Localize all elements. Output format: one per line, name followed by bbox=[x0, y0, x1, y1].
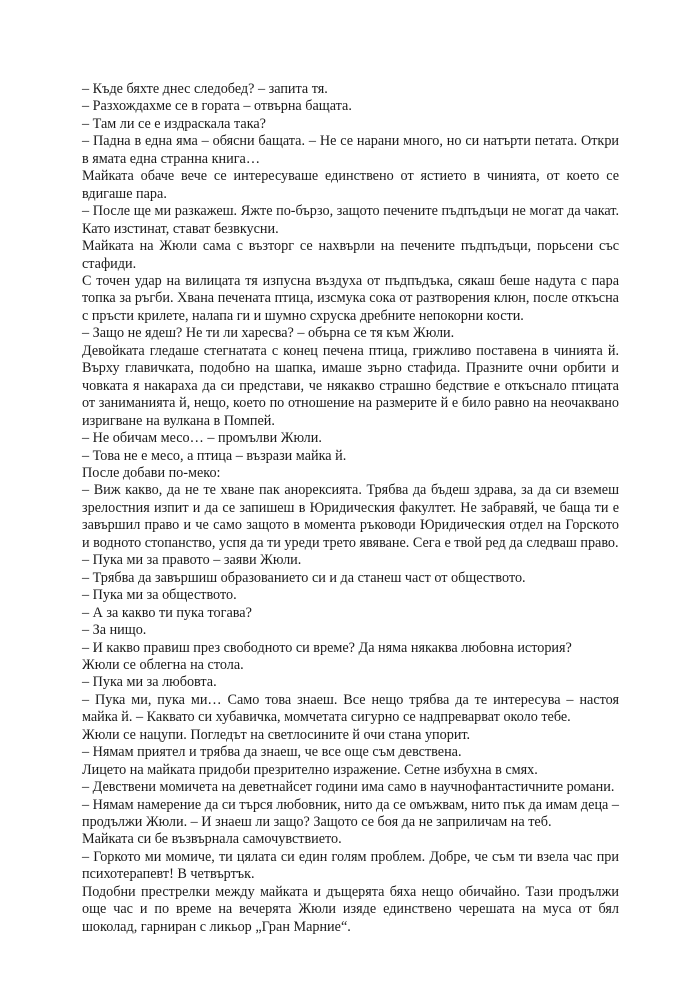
paragraph: Жюли се нацупи. Погледът на светлосините й очи стана упорит. bbox=[82, 726, 471, 743]
paragraph: – Пука ми за обществото. bbox=[82, 587, 237, 604]
paragraph: Майката си бе възвърнала самочувствието. bbox=[82, 831, 342, 848]
paragraph: Подобни престрелки между майката и дъщерята бяха нещо обичайно. Тази продължи още час и по време на вечерята Жюли изяде единствено черешата на муса от бял шоколад, гарниран с ликьор „Гран Марние“. bbox=[82, 883, 619, 935]
paragraph: – После ще ми разкажеш. Яжте по-бързо, защото печените пъдпъдъци не могат да чакат. Като изстинат, стават безвкусни. bbox=[82, 203, 619, 237]
paragraph: – Защо не ядеш? Не ти ли харесва? – обърна се тя към Жюли. bbox=[82, 325, 455, 342]
paragraph: – А за какво ти пука тогава? bbox=[82, 604, 252, 621]
paragraph: – Падна в една яма – обясни бащата. – Не се нарани много, но си натърти петата. Откри в ямата една странна книга… bbox=[82, 133, 619, 167]
paragraph: Майката на Жюли сама с възторг се нахвърли на печените пъдпъдъци, порьсени със стафиди. bbox=[82, 238, 619, 272]
paragraph: – Пука ми, пука ми… Само това знаеш. Все нещо трябва да те интересува – настоя майка й. – Каквато си хубавичка, момчетата сигурно се надпреварват около тебе. bbox=[82, 691, 619, 726]
paragraph: – Нямам намерение да си търся любовник, нито да се омъжвам, нито пък да имам деца – продължи Жюли. – И знаеш ли защо? Защото се боя да не заприличам на теб. bbox=[82, 796, 619, 831]
paragraph: – Пука ми за правото – заяви Жюли. bbox=[82, 552, 302, 569]
paragraph: – Нямам приятел и трябва да знаеш, че все още съм девствена. bbox=[82, 744, 462, 761]
paragraph: – Виж какво, да не те хване пак анорексията. Трябва да бъдеш здрава, за да си вземеш зрелостния изпит и да се запишеш в Юридическия факултет. Не забравяй, че баща ти е завършил право и че само защото в момента ръководи Юридическия отдел на Горското и водното стопанство, успя да ти уреди трето явяване. Сега е твой ред да следваш право. bbox=[82, 482, 619, 551]
document-page bbox=[82, 81, 619, 936]
paragraph: – Това не е месо, а птица – възрази майка й. bbox=[82, 447, 347, 464]
paragraph: – Девствени момичета на деветнайсет години има само в научнофантастичните романи. bbox=[82, 779, 615, 796]
paragraph: – Разхождахме се в гората – отвърна бащата. bbox=[82, 98, 352, 115]
paragraph: – Не обичам месо… – промълви Жюли. bbox=[82, 430, 322, 447]
paragraph: С точен удар на вилицата тя изпусна въздуха от пъдпъдъка, сякаш беше надута с пара топка за ръгби. Хвана печената птица, изсмука сока от разтворения клюн, после откъсна с пръсти крилете, налапа ги и шумно схруска дребните непокорни кости. bbox=[82, 272, 619, 324]
paragraph: – Там ли се е издраскала така? bbox=[82, 115, 266, 132]
paragraph: Жюли се облегна на стола. bbox=[82, 656, 244, 673]
paragraph: Майката обаче вече се интересуваше единствено от ястието в чинията, от което се вдигаше пара. bbox=[82, 168, 619, 202]
paragraph: Лицето на майката придоби презрително изражение. Сетне избухна в смях. bbox=[82, 761, 538, 778]
paragraph: – За нищо. bbox=[82, 622, 147, 639]
paragraph: – Горкото ми момиче, ти цялата си един голям проблем. Добре, че съм ти взела час при психотерапевт! В четвъртък. bbox=[82, 848, 619, 883]
paragraph: После добави по-меко: bbox=[82, 464, 221, 481]
paragraph: – И какво правиш през свободното си време? Да няма някаква любовна история? bbox=[82, 639, 572, 656]
paragraph: – Трябва да завършиш образованието си и да станеш част от обществото. bbox=[82, 569, 526, 586]
paragraph: – Къде бяхте днес следобед? – запита тя. bbox=[82, 81, 328, 97]
paragraph: Девойката гледаше стегнатата с конец печена птица, грижливо поставена в чинията й. Върху главичката, подобно на шапка, имаше зърно стафида. Празните очни орбити и човката я накараха да си представи, че някакво страшно бедствие е откъснало птицата от заниманията й, нещо, което по отношение на размерите й е било равно на неочаквано изригване на вулкана в Помпей. bbox=[82, 342, 619, 429]
paragraph: – Пука ми за любовта. bbox=[82, 674, 217, 691]
